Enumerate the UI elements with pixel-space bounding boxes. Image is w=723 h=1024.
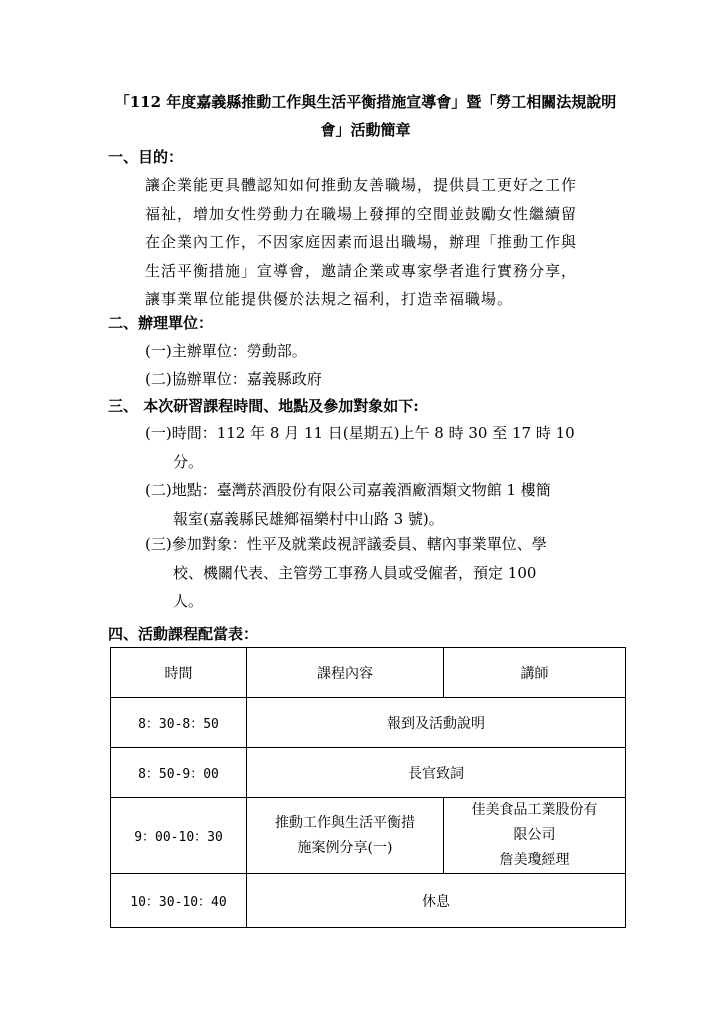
section-4-heading: 四、活動課程配當表： <box>108 625 259 643</box>
section-2-heading: 二、辦理單位： <box>108 314 214 332</box>
row-content <box>247 798 444 874</box>
section-3-item-participants <box>145 530 547 616</box>
section-3-heading: 三、 本次研習課程時間、地點及參加對象如下: <box>108 397 419 415</box>
header-speaker: 講師 <box>444 648 626 698</box>
table-row <box>111 698 626 748</box>
table-header-row <box>111 648 626 698</box>
title-line-2: 會」活動簡章 <box>320 121 411 139</box>
section-3-item-time <box>145 419 575 476</box>
table-row <box>111 874 626 928</box>
item-line: (一)時間：112 年 8 月 11 日(星期五)上午 8 時 30 至 17 時 10 <box>145 424 575 442</box>
header-content: 課程內容 <box>247 648 444 698</box>
header-time: 時間 <box>111 648 247 698</box>
speaker-line: 詹美瓊經理 <box>499 852 570 868</box>
content-line: 推動工作與生活平衡措 <box>275 814 415 831</box>
content-line: 施案例分享(一) <box>297 839 393 856</box>
section-1-body <box>145 171 615 314</box>
section-1-line: 福祉，增加女性勞動力在職場上發揮的空間並鼓勵女性繼續留 <box>145 204 578 223</box>
document-title <box>108 88 623 144</box>
section-2-item: (二)協辦單位：嘉義縣政府 <box>145 370 322 388</box>
item-line: (三)參加對象：性平及就業歧視評議委員、轄內事業單位、學 <box>145 535 547 553</box>
row-time: 9：00-10：30 <box>111 798 247 874</box>
item-line: (二)地點：臺灣菸酒股份有限公司嘉義酒廠酒類文物館 1 樓簡 <box>145 481 551 499</box>
row-speaker <box>444 798 626 874</box>
row-time: 10：30-10：40 <box>111 874 247 928</box>
item-line: 校、機關代表、主管勞工事務人員或受僱者，預定 100 <box>173 563 537 582</box>
title-line-1: 「112 年度嘉義縣推動工作與生活平衡措施宣導會」暨「勞工相關法規說明 <box>114 93 617 111</box>
row-content: 長官致詞 <box>247 748 626 798</box>
item-line: 報室(嘉義縣民雄鄉福樂村中山路 3 號)。 <box>173 509 444 528</box>
section-1-line: 生活平衡措施」宣導會，邀請企業或專家學者進行實務分享， <box>145 261 578 280</box>
row-time: 8：30-8：50 <box>111 698 247 748</box>
speaker-line: 佳美食品工業股份有 <box>471 802 598 818</box>
section-1-line: 讓事業單位能提供優於法規之福利，打造幸福職場。 <box>145 290 514 308</box>
section-1-line: 讓企業能更具體認知如何推動友善職場，提供員工更好之工作 <box>145 176 578 194</box>
item-line: 人。 <box>173 592 204 610</box>
section-1-heading: 一、目的： <box>108 148 184 166</box>
row-content: 報到及活動說明 <box>247 698 626 748</box>
section-3-item-location <box>145 476 551 533</box>
row-content: 休息 <box>247 874 626 928</box>
item-line: 分。 <box>173 452 204 471</box>
table-row <box>111 748 626 798</box>
row-time: 8：50-9：00 <box>111 748 247 798</box>
schedule-table <box>110 647 626 928</box>
section-2-item: (一)主辦單位：勞動部。 <box>145 342 307 360</box>
table-row <box>111 798 626 874</box>
section-1-line: 在企業內工作，不因家庭因素而退出職場，辦理「推動工作與 <box>145 233 578 251</box>
speaker-line: 限公司 <box>513 827 556 843</box>
